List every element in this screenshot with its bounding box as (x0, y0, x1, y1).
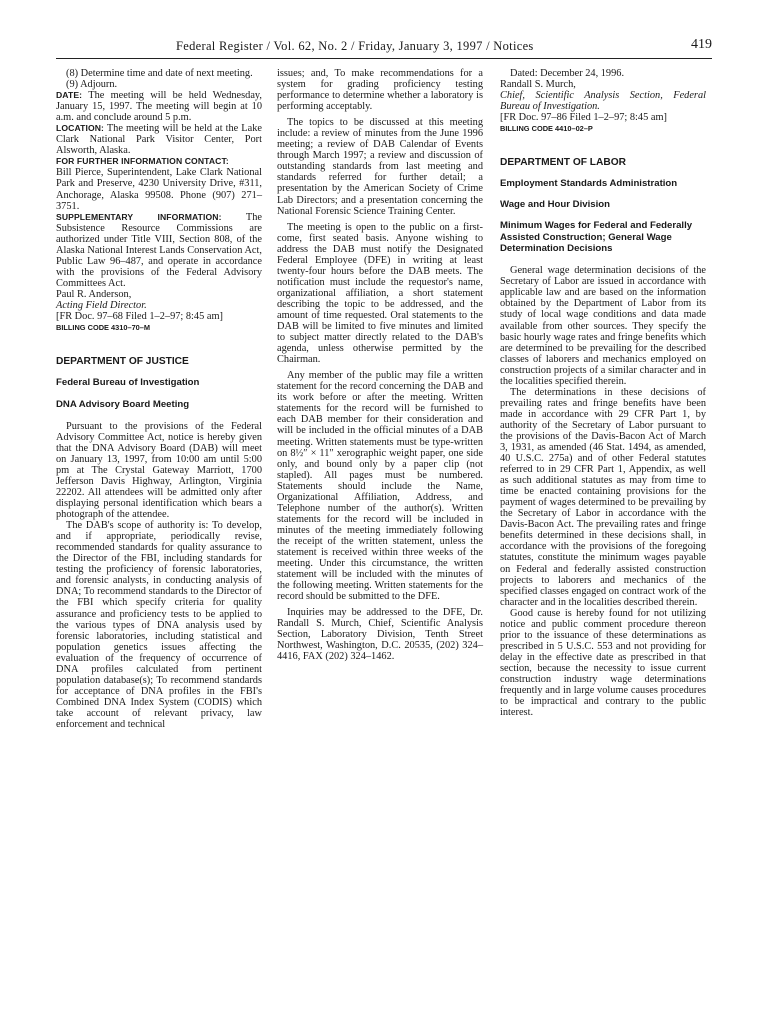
fr-doc-line: [FR Doc. 97–86 Filed 1–2–97; 8:45 am] (500, 112, 667, 124)
date-label: DATE: (56, 90, 83, 101)
signer-title: Acting Field Director. (56, 299, 147, 311)
agenda-item-9: (9) Adjourn. (66, 79, 118, 91)
supplementary-label: SUPPLEMENTARY INFORMATION: (56, 211, 222, 222)
header-title: Federal Register / Vol. 62, No. 2 / Friday, January 3, 1997 / Notices (176, 39, 534, 53)
location-text: The meeting will be held at the Lake Clark National Park Visitor Center, Port Alsworth, Alaska. (56, 123, 262, 157)
agency-heading: DEPARTMENT OF LABOR (500, 157, 627, 169)
billing-code: BILLING CODE 4310–70–M (56, 323, 151, 333)
document-title: DNA Advisory Board Meeting (56, 398, 190, 410)
location-label: LOCATION: (56, 123, 104, 134)
agenda-item-8: (8) Determine time and date of next meeting. (66, 68, 253, 79)
body-paragraph: The DAB's scope of authority is: To develop, and if appropriate, periodically revise, recommended standards for quality assurance to the Director of the FBI, including standards for testing the proficiency of forensic laboratories, and forensic analysts, in conducting analysis of DNA; To recommend standards to the Director of the FBI which specify criteria for quality assurance and proficiency tests to be applied to the various types of DNA analysis used by forensic laboratories, including statistical and population genetics issues affecting the evaluation of the frequency of occurrence of DNA profiles calculated from pertinent population database(s); To recommend standards for acceptance of DNA profiles in the FBI's Combined DNA Index System (CODIS) which take account of relevant privacy, law enforcement and technical (56, 520, 262, 730)
body-paragraph: Any member of the public may file a written statement for the record concerning the DAB and its work before or after the meeting. Written statements for the record will be furnished to each DAB member for their consideration and will be included in the official minutes of a DAB meeting. Written statements must be type-written on 8½″ × 11″ xerographic weight paper, one side only, and bound only by a paper clip (not stapled). All pages must be numbered. Statements should include the Name, Organizational Affiliation, Address, and Telephone number of the author(s). Written statements for the record will be included in minutes of the meeting immediately following the receipt of the written statement, unless the statement is received within three weeks of the meeting. Under this circumstance, the written statement will be included with the minutes of the following meeting. Written statements for the record should be submitted to the DFE. (277, 370, 483, 603)
signer-name: Randall S. Murch, (500, 79, 576, 91)
column-left (56, 68, 262, 730)
body-paragraph: General wage determination decisions of the Secretary of Labor are issued in accordance with applicable law and are based on the information obtained by the Department of Labor from its study of local wage conditions and data made available from other sources. They specify the basic hourly wage rates and fringe benefits which are determined to be prevailing for the described classes of laborers and mechanics employed on construction projects of a similar character and in the localities specified therein. (500, 265, 706, 387)
body-paragraph: Pursuant to the provisions of the Federal Advisory Committee Act, notice is hereby given that the DNA Advisory Board (DAB) will meet on January 13, 1997, from 10:00 am until 5:00 pm at The Crystal Gateway Marriott, 1700 Jefferson Davis Highway, Arlington, Virginia 22202. All attendees will be admitted only after displaying personal identification which bears a photograph of the attendee. (56, 420, 262, 521)
fr-doc-line: [FR Doc. 97–68 Filed 1–2–97; 8:45 am] (56, 311, 223, 323)
dated-line: Dated: December 24, 1996. (510, 68, 625, 79)
document-title: Minimum Wages for Federal and Federally Assisted Construction; General Wage Determination Decisions (500, 219, 693, 255)
division-heading: Wage and Hour Division (500, 199, 610, 211)
contact-text: Bill Pierce, Superintendent, Lake Clark National Park and Preserve, 4230 University Drive, #311, Anchorage, Alaska 99508. Phone (907) 271–3751. (56, 167, 262, 212)
signer-name: Paul R. Anderson, (56, 288, 132, 300)
supplementary-text: The Subsistence Resource Commissions are authorized under Title VIII, Section 808, of the Alaska National Interest Lands Conservation Act, Public Law 96–487, and operate in accordance with the provisions of the Federal Advisory Committees Act. (56, 211, 262, 289)
body-paragraph: The meeting is open to the public on a first-come, first seated basis. Anyone wishing to address the DAB must notify the Designated Federal Employee (DFE) in writing at least twenty-four hours before the DAB meets. The notification must include the requestor's name, organizational affiliation, a short statement describing the topic to be addressed, and the amount of time requested. Oral statements to the DAB will be limited to five minutes and limited to subject matter directly related to the DAB's agenda, unless otherwise permitted by the Chairman. (277, 221, 483, 366)
body-paragraph: issues; and, To make recommendations for a system for grading proficiency testing performance to determine whether a laboratory is performing acceptably. (277, 68, 483, 113)
column-right (500, 68, 706, 718)
signer-title: Chief, Scientific Analysis Section, Federal Bureau of Investigation. (500, 90, 706, 113)
billing-code: BILLING CODE 4410–02–P (500, 124, 593, 134)
date-paragraph (56, 90, 262, 123)
date-text: The meeting will be held Wednesday, January 15, 1997. The meeting will begin at 10 a.m. and conclude around 5 p.m. (56, 90, 262, 124)
sub-agency-heading: Employment Standards Administration (500, 178, 678, 190)
body-paragraph: Good cause is hereby found for not utilizing notice and public comment procedure thereon prior to the issuance of these determinations as prescribed in 5 U.S.C. 553 and not providing for delay in the effective date as prescribed in that section, because the necessity to issue current construction industry wage determinations frequently and in large volume causes procedures to be impractical and contrary to the public interest. (500, 607, 706, 719)
contact-label: FOR FURTHER INFORMATION CONTACT: (56, 156, 229, 167)
column-middle (277, 68, 483, 662)
page-number: 419 (691, 37, 712, 52)
body-paragraph: The determinations in these decisions of prevailing rates and fringe benefits have been made in accordance with 29 CFR Part 1, by authority of the Secretary of Labor pursuant to the provisions of the Davis-Bacon Act of March 3, 1931, as amended (46 Stat. 1494, as amended, 40 U.S.C. 275a) and of other Federal statutes referred to in 29 CFR Part 1, Appendix, as well as such additional statutes as may from time to time be enacted containing provisions for the payment of wages determined to be prevailing by the Secretary of Labor in accordance with the Davis-Bacon Act. The prevailing rates and fringe benefits determined in these decisions shall, in accordance with the provisions of the foregoing statutes, constitute the minimum wages payable on Federal and federally assisted construction projects to laborers and mechanics of the specified classes engaged on contract work of the character and in the localities described therein. (500, 386, 706, 608)
running-header (56, 38, 712, 59)
location-paragraph (56, 123, 262, 156)
body-paragraph: Inquiries may be addressed to the DFE, Dr. Randall S. Murch, Chief, Scientific Analysis Section, Laboratory Division, Tenth Street Northwest, Washington, D.C. 20535, (202) 324–4416, FAX (202) 324–1462. (277, 607, 483, 663)
supplementary-paragraph (56, 212, 262, 289)
agency-heading: DEPARTMENT OF JUSTICE (56, 356, 189, 368)
sub-agency-heading: Federal Bureau of Investigation (56, 377, 200, 389)
body-paragraph: The topics to be discussed at this meeting include: a review of minutes from the June 1996 meeting; a review of DAB Calendar of Events through March 1997; a review and discussion of outstanding standards from last meeting and standards referred for further detail; a presentation by the American Society of Crime Lab Directors; and a presentation concerning the National Forensic Science Training Center. (277, 117, 483, 217)
